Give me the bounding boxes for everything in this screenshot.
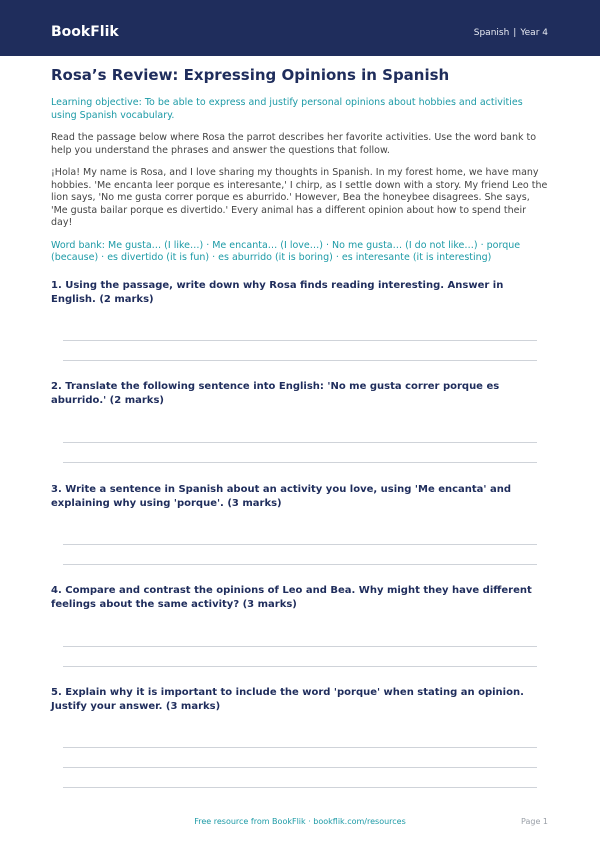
instructions: Read the passage below where Rosa the parrot describes her favorite activities. Use the word bank to help you understand the phrases and answer the questions that follow.	[51, 132, 537, 156]
brand-logo: BookFlik	[51, 24, 119, 40]
answer-line[interactable]	[63, 787, 537, 788]
page-number: Page 1	[521, 817, 548, 826]
page-title: Rosa’s Review: Expressing Opinions in Spanish	[51, 66, 450, 84]
answer-line[interactable]	[63, 462, 537, 463]
question-2: 2. Translate the following sentence into English: 'No me gusta correr porque es aburrido.' (2 marks)	[51, 381, 500, 406]
answer-line[interactable]	[63, 666, 537, 667]
answer-line[interactable]	[63, 767, 537, 768]
answer-line[interactable]	[63, 646, 537, 647]
answer-line[interactable]	[63, 442, 537, 443]
year-label: Year 4	[520, 28, 548, 38]
answer-line[interactable]	[63, 564, 537, 565]
question-4: 4. Compare and contrast the opinions of Leo and Bea. Why might they have different feelings about the same activity? (3 marks)	[51, 585, 532, 610]
learning-objective: Learning objective: To be able to express and justify personal opinions about hobbies and activities using Spanish vocabulary.	[51, 97, 523, 121]
header-meta	[474, 26, 548, 40]
answer-line[interactable]	[63, 360, 537, 361]
header-separator: |	[513, 28, 517, 38]
question-1: 1. Using the passage, write down why Rosa finds reading interesting. Answer in English. (2 marks)	[51, 280, 504, 305]
answer-line[interactable]	[63, 340, 537, 341]
footer-credit: Free resource from BookFlik · bookflik.com/resources	[194, 817, 406, 826]
subject-label: Spanish	[473, 28, 510, 38]
answer-line[interactable]	[63, 544, 537, 545]
header-bar	[0, 0, 600, 56]
reading-passage: ¡Hola! My name is Rosa, and I love sharing my thoughts in Spanish. In my forest home, we have many hobbies. 'Me encanta leer porque es interesante,' I chirp, as I settle down with a story. My friend Leo the lion says, 'No me gusta correr porque es aburrido.' However, Bea the honeybee disagrees. She says, 'Me gusta bailar porque es divertido.' Every animal has a different opinion about how to spend their day!	[51, 167, 548, 228]
worksheet-intro	[51, 66, 549, 265]
word-bank: Word bank: Me gusta… (I like…) · Me encanta… (I love…) · No me gusta… (I do not like…) · porque (because) · es divertido (it is fun) · es aburrido (it is boring) · es interesante (it is interesting)	[51, 239, 521, 263]
answer-line[interactable]	[63, 747, 537, 748]
question-3: 3. Write a sentence in Spanish about an activity you love, using 'Me encanta' and explaining why using 'porque'. (3 marks)	[51, 484, 511, 509]
question-5: 5. Explain why it is important to include the word 'porque' when stating an opinion. Justify your answer. (3 marks)	[51, 687, 524, 712]
